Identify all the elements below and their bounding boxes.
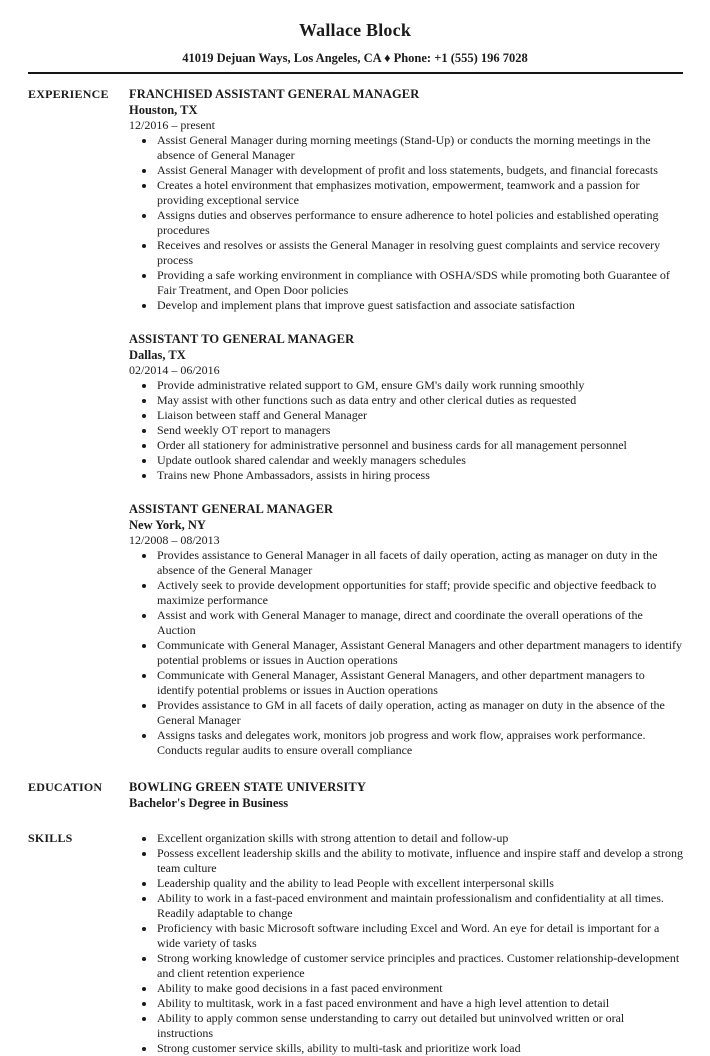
job-bullet: • Provide administrative related support to GM, ensure GM's daily work running smoothly [156,378,683,393]
job-entry-2 [129,332,683,483]
job-dates: 12/2016 – present [129,118,215,132]
job-location: Dallas, TX [129,347,186,362]
job-title: ASSISTANT GENERAL MANAGER [129,502,334,516]
section-label-education: EDUCATION [28,780,103,794]
job-bullet: • May assist with other functions such as data entry and other clerical duties as requested [156,393,683,408]
skill-bullet: • Ability to multitask, work in a fast paced environment and have a high level attention to detail [156,996,683,1011]
job-bullet: • Update outlook shared calendar and weekly managers schedules [156,453,683,468]
job-bullet: • Actively seek to provide development opportunities for staff; provide specific and objective feedback to maximize performance [156,578,683,608]
section-label-experience: EXPERIENCE [28,87,109,101]
skill-bullet: • Ability to apply common sense understanding to carry out detailed but uninvolved written or oral instructions [156,1011,683,1041]
resume-body [0,74,710,1056]
job-bullet: • Assist and work with General Manager to manage, direct and coordinate the overall operations of the Auction [156,608,683,638]
contact-line: 41019 Dejuan Ways, Los Angeles, CA ♦ Phone: +1 (555) 196 7028 [182,51,528,65]
degree: Bachelor's Degree in Business [129,795,289,810]
job-location: New York, NY [129,517,206,532]
job-bullet-list [129,548,683,758]
job-bullet: • Develop and implement plans that improve guest satisfaction and associate satisfaction [156,298,683,313]
job-dates: 12/2008 – 08/2013 [129,533,220,547]
job-bullet: • Provides assistance to General Manager in all facets of daily operation, acting as manager on duty in the absence of the General Manager [156,548,683,578]
job-bullet: • Creates a hotel environment that emphasizes motivation, empowerment, teamwork and a passion for providing exceptional service [156,178,683,208]
job-bullet: • Providing a safe working environment in compliance with OSHA/SDS while promoting both Guarantee of Fair Treatment, and Open Door policies [156,268,683,298]
job-bullet: • Communicate with General Manager, Assistant General Managers, and other department managers to identify potential problems or issues in Auction operations [156,668,683,698]
education-section [28,780,683,811]
job-entry-3 [129,502,683,758]
skill-bullet: • Ability to make good decisions in a fast paced environment [156,981,683,996]
job-bullet-list [129,133,683,313]
job-bullet: • Communicate with General Manager, Assistant General Managers and other department managers to identify potential problems or issues in Auction operations [156,638,683,668]
education-content [129,780,683,811]
job-dates: 02/2014 – 06/2016 [129,363,220,377]
job-bullet: • Receives and resolves or assists the General Manager in resolving guest complaints and service recovery process [156,238,683,268]
job-title: ASSISTANT TO GENERAL MANAGER [129,332,355,346]
skills-bullet-list [129,831,683,1056]
job-bullet: • Assist General Manager with development of profit and loss statements, budgets, and financial forecasts [156,163,683,178]
job-bullet: • Liaison between staff and General Manager [156,408,683,423]
job-bullet: • Trains new Phone Ambassadors, assists in hiring process [156,468,683,483]
resume-header [0,0,710,74]
skill-bullet: • Possess excellent leadership skills and the ability to motivate, influence and inspire staff and develop a strong team culture [156,846,683,876]
experience-content [129,87,683,758]
job-bullet: • Order all stationery for administrative personnel and business cards for all management personnel [156,438,683,453]
experience-section [28,87,683,758]
skills-section [28,831,683,1056]
job-bullet: • Assist General Manager during morning meetings (Stand-Up) or conducts the morning meetings in the absence of General Manager [156,133,683,163]
skill-bullet: • Proficiency with basic Microsoft software including Excel and Word. An eye for detail is important for a wide variety of tasks [156,921,683,951]
job-bullet-list [129,378,683,483]
skill-bullet: • Leadership quality and the ability to lead People with excellent interpersonal skills [156,876,683,891]
job-entry-1 [129,87,683,313]
job-bullet: • Provides assistance to GM in all facets of daily operation, acting as manager on duty in the absence of the General Manager [156,698,683,728]
skill-bullet: • Strong customer service skills, ability to multi-task and prioritize work load [156,1041,683,1056]
skills-content [129,831,683,1056]
job-bullet: • Assigns duties and observes performance to ensure adherence to hotel policies and established operating procedures [156,208,683,238]
job-bullet: • Send weekly OT report to managers [156,423,683,438]
job-title: FRANCHISED ASSISTANT GENERAL MANAGER [129,87,420,101]
person-name: Wallace Block [298,20,412,40]
job-location: Houston, TX [129,102,198,117]
skill-bullet: • Strong working knowledge of customer service principles and practices. Customer relationship-development and client retention experience [156,951,683,981]
skill-bullet: • Ability to work in a fast-paced environment and maintain professionalism and confidentiality at all times. Readily adaptable to change [156,891,683,921]
school-name: BOWLING GREEN STATE UNIVERSITY [129,780,366,794]
skill-bullet: • Excellent organization skills with strong attention to detail and follow-up [156,831,683,846]
job-bullet: • Assigns tasks and delegates work, monitors job progress and work flow, appraises work performance. Conducts regular audits to ensure overall compliance [156,728,683,758]
section-label-skills: SKILLS [28,831,73,845]
